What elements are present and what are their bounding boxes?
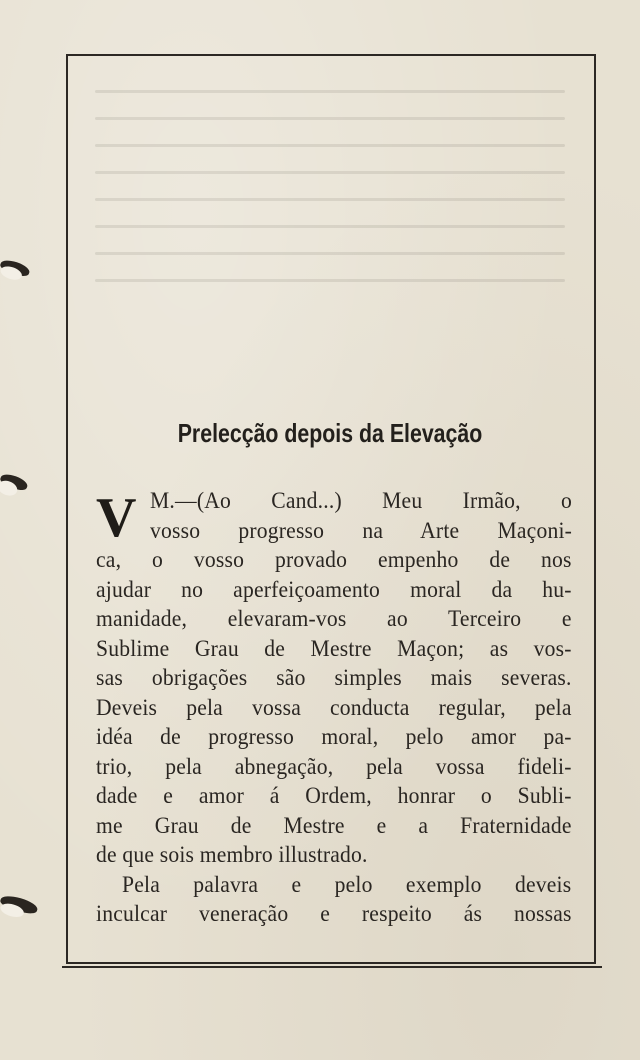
text-line: idéa de progresso moral, pelo amor pa- bbox=[96, 724, 572, 749]
body-text bbox=[96, 486, 572, 929]
text-line: me Grau de Mestre e a Fraternidade bbox=[96, 812, 572, 838]
text-line: inculcar veneração e respeito ás nossas bbox=[96, 901, 572, 926]
bottom-rule bbox=[62, 966, 602, 968]
bleed-through-texture bbox=[95, 90, 565, 320]
text-line: ca, o vosso provado empenho de nos bbox=[96, 547, 572, 572]
text-line: trio, pela abnegação, pela vossa fideli- bbox=[96, 753, 572, 779]
text-line: sas obrigações são simples mais severas. bbox=[96, 665, 572, 690]
text-line: Deveis pela vossa conducta regular, pela bbox=[96, 694, 572, 720]
drop-cap-letter: V bbox=[96, 487, 137, 549]
text-line: de que sois membro illustrado. bbox=[96, 842, 368, 867]
text-line: M.—(Ao Cand...) Meu Irmão, o bbox=[150, 488, 573, 513]
binding-hole-top bbox=[0, 258, 31, 279]
text-line: Pela palavra e pelo exemplo deveis bbox=[122, 871, 572, 897]
text-line: manidade, elevaram-vos ao Terceiro e bbox=[96, 606, 572, 631]
section-heading: Prelecção depois da Elevação bbox=[177, 418, 483, 448]
text-line: ajudar no aperfeiçoamento moral da hu- bbox=[96, 576, 572, 602]
text-line: dade e amor á Ordem, honrar o Subli- bbox=[96, 783, 572, 808]
binding-hole-middle bbox=[0, 472, 29, 493]
text-line: vosso progresso na Arte Maçoni- bbox=[150, 517, 573, 543]
binding-hole-bottom bbox=[0, 893, 39, 916]
text-line: Sublime Grau de Mestre Maçon; as vos- bbox=[96, 635, 572, 661]
